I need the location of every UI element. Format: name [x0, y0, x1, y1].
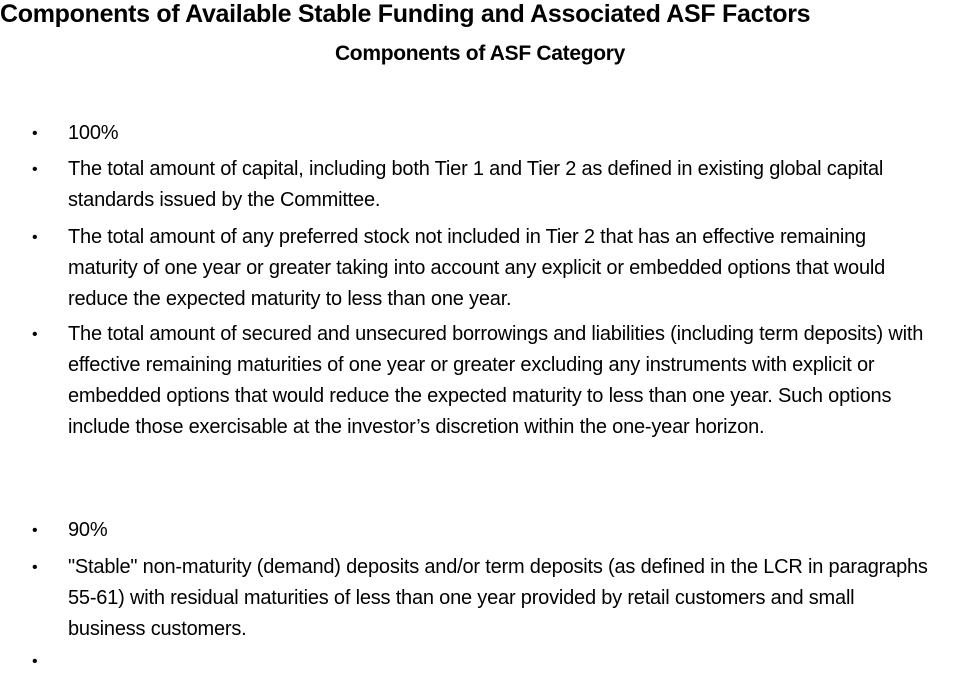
bullet-dot-icon: •: [32, 326, 38, 343]
slide-subtitle: Components of ASF Category: [334, 42, 626, 65]
bullet-text: 100%: [68, 122, 119, 144]
bullet-dot-icon: •: [32, 229, 38, 246]
bullet-text: 90%: [68, 519, 108, 541]
bullet-text: "Stable" non-maturity (demand) deposits and/or term deposits (as defined in the LCR in paragraphs 55-61) with residual maturities of less than one year provided by retail customers and small business customers.: [68, 556, 928, 640]
bullet-dot-icon: •: [32, 161, 38, 178]
bullet-text: The total amount of any preferred stock not included in Tier 2 that has an effective remaining maturity of one year or greater taking into account any explicit or embedded options that would reduce the expected maturity to less than one year.: [68, 226, 886, 310]
bullet-dot-icon: •: [32, 559, 38, 576]
slide-title: Components of Available Stable Funding and Associated ASF Factors: [0, 0, 811, 28]
bullet-dot-icon: •: [32, 125, 38, 142]
bullet-text: The total amount of capital, including both Tier 1 and Tier 2 as defined in existing global capital standards issued by the Committee.: [68, 158, 884, 211]
bullet-dot-icon: •: [32, 653, 38, 670]
bullet-text: The total amount of secured and unsecured borrowings and liabilities (including term deposits) with effective remaining maturities of one year or greater excluding any instruments with explicit or embedded options that would reduce the expected maturity to less than one year. Such options include those exercisable at the investor’s discretion within the one-year horizon.: [68, 323, 924, 438]
bullet-dot-icon: •: [32, 522, 38, 539]
